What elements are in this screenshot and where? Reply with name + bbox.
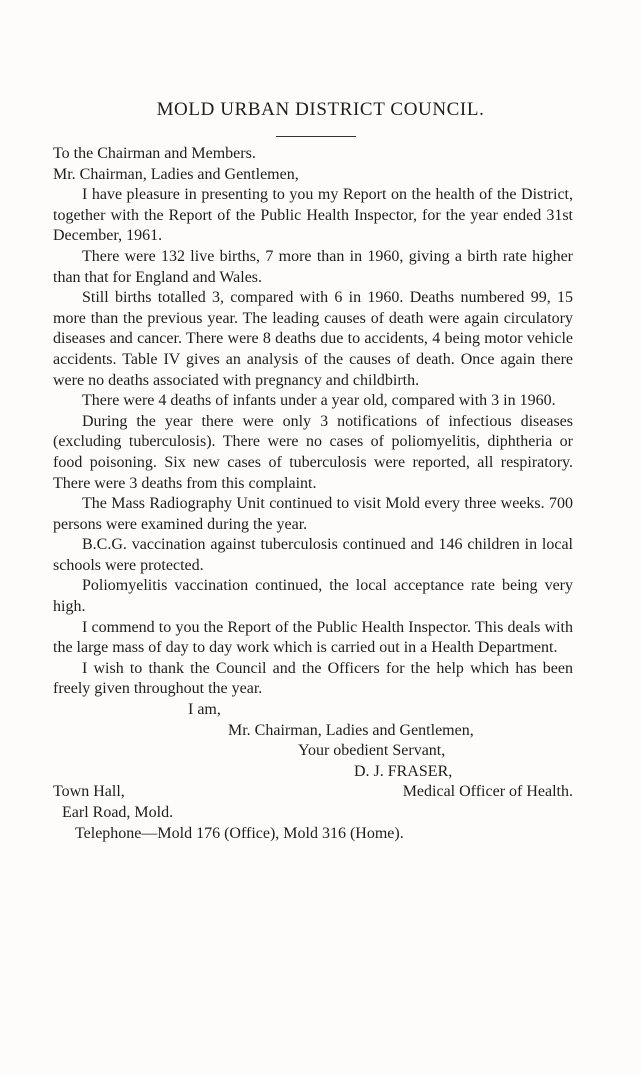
- address-telephone: Telephone—Mold 176 (Office), Mold 316 (Home).: [75, 824, 404, 842]
- paragraph-infant-deaths: There were 4 deaths of infants under a year old, compared with 3 in 1960.: [82, 392, 556, 410]
- addressee-line: To the Chairman and Members.: [53, 145, 256, 162]
- paragraph-inspector-report: I commend to you the Report of the Public Health Inspector. This deals with the large mass of day to day work which is carried out in a Health Department.: [53, 618, 573, 657]
- paragraph-mass-radiography: The Mass Radiography Unit continued to visit Mold every three weeks. 700 persons were examined during the year.: [53, 495, 573, 533]
- closing-salutation: Mr. Chairman, Ladies and Gentlemen,: [228, 721, 474, 739]
- signatory-position: Medical Officer of Health.: [402, 783, 573, 801]
- paragraph-report-intro: I have pleasure in presenting to you my Report on the health of the District, together with the Report of the Public Health Inspector, for the year ended 31st December, 1961.: [53, 186, 573, 245]
- salutation-line: Mr. Chairman, Ladies and Gentlemen,: [53, 165, 299, 183]
- paragraph-polio-vaccination: Poliomyelitis vaccination continued, the local acceptance rate being very high.: [53, 577, 573, 616]
- title-divider: [276, 136, 356, 137]
- address-town-hall: Town Hall,: [53, 783, 125, 801]
- letter-body: [53, 144, 573, 844]
- paragraph-deaths: Still births totalled 3, compared with 6 in 1960. Deaths numbered 99, 15 more than the previous year. The leading causes of death were again circulatory diseases and cancer. There were 8 deaths due to accidents, 4 being motor vehicle accidents. Table IV gives an analysis of the causes of death. Once again there were no deaths associated with pregnancy and childbirth.: [53, 289, 573, 389]
- paragraph-bcg-vaccination: B.C.G. vaccination against tuberculosis continued and 146 children in local schools were protected.: [53, 536, 573, 574]
- address-street: Earl Road, Mold.: [62, 804, 174, 821]
- closing-servant: Your obedient Servant,: [298, 742, 446, 760]
- page-title: MOLD URBAN DISTRICT COUNCIL.: [156, 99, 485, 120]
- paragraph-thanks: I wish to thank the Council and the Officers for the help which has been freely given throughout the year.: [53, 659, 573, 698]
- address-row: [53, 782, 573, 803]
- paragraph-live-births: There were 132 live births, 7 more than in 1960, giving a birth rate higher than that for England and Wales.: [53, 247, 573, 286]
- closing-i-am: I am,: [188, 701, 221, 719]
- signatory-name: D. J. FRASER,: [354, 762, 453, 780]
- paragraph-infectious-diseases: During the year there were only 3 notifications of infectious diseases (excluding tuberculosis). There were no cases of poliomyelitis, diphtheria or food poisoning. Six new cases of tuberculosis were reported, all respiratory. There were 3 deaths from this complaint.: [53, 412, 573, 492]
